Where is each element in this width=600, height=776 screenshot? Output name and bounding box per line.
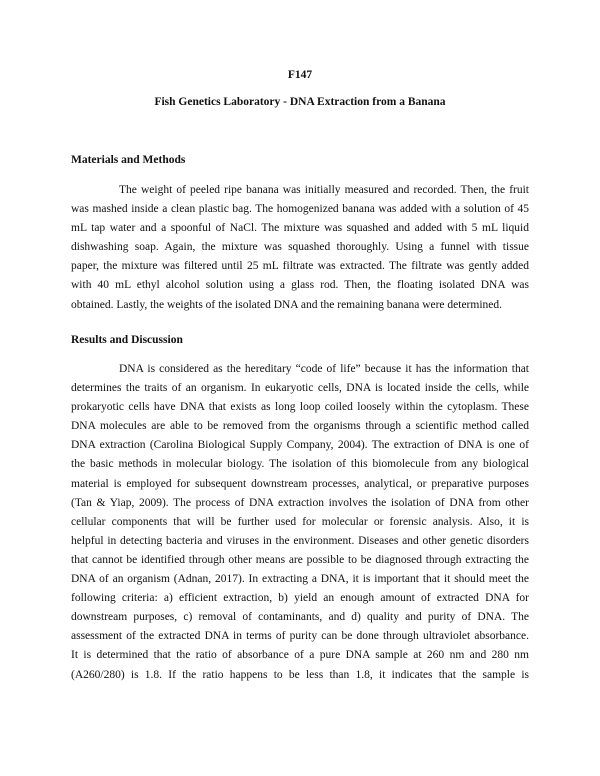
page-code: F147 [287, 69, 313, 81]
text-line: (Tan & Yiap, 2009). The process of DNA extraction involves the isolation of DNA from other [71, 496, 529, 509]
document-title: Fish Genetics Laboratory - DNA Extraction from a Banana [154, 96, 446, 108]
text-line: dishwashing soap. Again, the mixture was squashed thoroughly. Using a funnel with tissue [71, 241, 529, 254]
text-line: (A260/280) is 1.8. If the ratio happens to be less than 1.8, it indicates that the sample is [71, 668, 529, 681]
text-line: DNA of an organism (Adnan, 2017). In extracting a DNA, it is important that it should meet the [71, 573, 529, 586]
text-line: mL tap water and a spoonful of NaCl. The mixture was squashed and added with 5 mL liquid [71, 222, 529, 235]
text-line: It is determined that the ratio of absorbance of a pure DNA sample at 260 nm and 280 nm [71, 649, 529, 662]
text-line: DNA molecules are able to be removed from the organisms through a scientific method called [71, 420, 529, 433]
text-line: material is employed for subsequent downstream processes, analytical, or preparative purposes [71, 477, 529, 490]
paragraph-results-discussion [71, 360, 529, 685]
text-line: assessment of the extracted DNA in terms of purity can be done through ultraviolet absorbance. [71, 630, 529, 643]
text-line: with 40 mL ethyl alcohol solution using a glass rod. Then, the floating isolated DNA was [71, 279, 529, 292]
text-line: DNA is considered as the hereditary “code of life” because it has the information that [119, 363, 529, 375]
text-line: helpful in detecting bacteria and viruses in the environment. Diseases and other genetic disorders [71, 534, 529, 547]
text-line: cellular components that will be further used for molecular or forensic analysis. Also, it is [71, 515, 529, 528]
section-heading-results-discussion: Results and Discussion [71, 334, 183, 346]
text-line: that cannot be identified through other means are possible to be diagnosed through extracting the [71, 553, 529, 566]
text-line: obtained. Lastly, the weights of the isolated DNA and the remaining banana were determined. [71, 298, 503, 311]
section-heading-materials-methods: Materials and Methods [71, 154, 186, 166]
text-line: DNA extraction (Carolina Biological Supply Company, 2004). The extraction of DNA is one of [71, 439, 529, 452]
text-line: following criteria: a) efficient extraction, b) yield an enough amount of extracted DNA for [71, 592, 529, 605]
text-line: The weight of peeled ripe banana was initially measured and recorded. Then, the fruit [119, 184, 529, 196]
text-line: determines the traits of an organism. In eukaryotic cells, DNA is located inside the cells, while [71, 382, 529, 395]
paragraph-materials-methods [71, 181, 529, 315]
text-line: prokaryotic cells have DNA that exists as long loop coiled loosely within the cytoplasm. These [71, 401, 529, 414]
text-line: paper, the mixture was filtered until 25 mL filtrate was extracted. The filtrate was gently added [71, 260, 529, 273]
text-line: the basic methods in molecular biology. The isolation of this biomolecule from any biological [71, 458, 529, 471]
text-line: was mashed inside a clean plastic bag. The homogenized banana was added with a solution of 45 [71, 203, 529, 216]
text-line: downstream purposes, c) removal of contaminants, and d) quality and purity of DNA. The [71, 611, 529, 624]
